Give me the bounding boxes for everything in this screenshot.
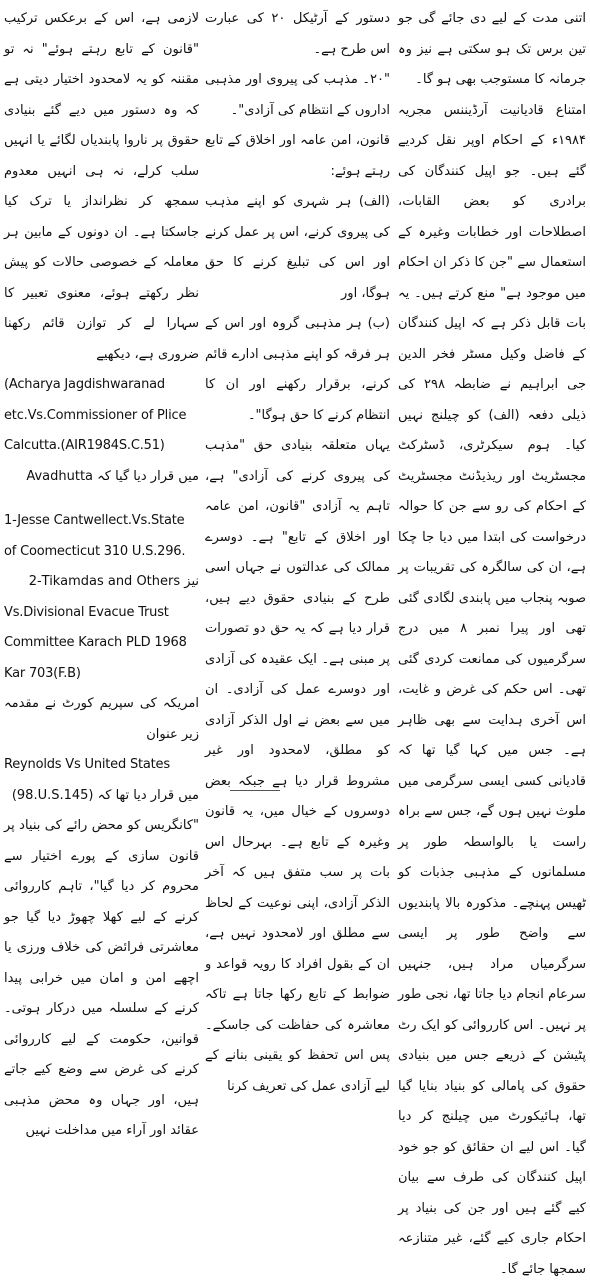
reference-2-nez: نیز: [184, 574, 199, 589]
middle-paragraph-6: یہاں متعلقہ بنیادی حق "مذہب کی پیروی کرنے کی آزادی" ہے، تاہم یہ آزادی "قانون، امن عامہ اور اخلاق کے تابع" ہے۔ دوسرے ممالک کی عدالتوں نے جہاں اسی طرح کے بنیادی حقوق دیے ہیں، قرار دیا ہے کہ یہ حق دو تصورات پر مبنی ہے۔ ایک عقیدہ کی آزادی اور دوسرے عمل کی آزادی۔ ان میں سے بعض نے اول الذکر آزادی کو مطلق، لامحدود اور غیر مشروط قرار دیا ہے جبکہ بعض دوسروں کے خیال میں، یہ قانون وغیرہ کے تابع ہے۔ بہرحال اس بات پر سب متفق ہیں کہ آخر الذکر آزادی، اپنی نوعیت کے لحاظ سے مطلق اور لامحدود نہیں ہے، ان کے بقول افراد کا رویہ قواعد و ضوابط کے تابع رکھا جاتا ہے تاکہ معاشرہ کی حفاظت کی جاسکے۔ پس اس تحفظ کو یقینی بنانے کے لیے آزادی عمل کی تعریف کرنا: [205, 431, 390, 1102]
reference-line-4: Vs.Divisional Evacue Trust: [4, 598, 199, 629]
reference-line-5: Committee Karach PLD 1968: [4, 628, 199, 659]
citation-line-1: (Acharya Jagdishwaranad: [4, 370, 199, 401]
page-footer-rule: [230, 790, 280, 800]
middle-paragraph-4: (الف) ہر شہری کو اپنے مذہب کی پیروی کرنے، اس پر عمل کرنے اور اس کی تبلیغ کرنے کا حق ہوگا، اور: [205, 187, 390, 309]
us-case-cite: (98.U.S.145): [12, 788, 94, 803]
us-case-cite-urdu: میں قرار دیا تھا کہ: [98, 788, 199, 803]
reference-line-6: Kar 703(F.B): [4, 659, 199, 690]
citation-tail-urdu: میں قرار دیا گیا کہ: [97, 469, 199, 484]
citation-line-3: Calcutta.(AIR1984S.C.51): [4, 431, 199, 462]
reference-line-2: of Coomecticut 310 U.S.296.: [4, 537, 199, 568]
middle-paragraph-2: "۲۰۔ مذہب کی پیروی اور مذہبی اداروں کے انتظام کی آزادی"۔: [205, 65, 390, 126]
reference-line-3: [4, 567, 199, 598]
right-column: [398, 4, 586, 799]
left-closing-paragraph: "کانگریس کو محض رائے کی بنیاد پر قانون سازی کے پورے اختیار سے محروم کر دیا گیا"، تاہم کارروائی کرنے کے لیے کھلا چھوڑ دیا گیا جو معاشرتی فرائض کی خلاف ورزی یا اچھے امن و امان میں خرابی پیدا کرنے کے سلسلہ میں درکار ہوتی۔ قوانین، حکومت کے لیے کارروائی کرنے کی غرض سے وضع کیے جاتے ہیں، اور جہاں وہ محض مذہبی عقائد اور آراء میں مداخلت نہیں: [4, 811, 199, 1147]
citation-tail-name: Avadhutta: [26, 469, 93, 484]
left-column: [4, 4, 199, 799]
us-case-cite-line: [4, 781, 199, 812]
right-paragraph-2: امتناع قادیانیت آرڈیننس مجریہ ۱۹۸۴ء کے احکام اوپر نقل کردیے گئے ہیں۔ جو اپیل کنندگان کی برادری کو بعض القابات، اصطلاحات اور خطابات وغیرہ کے استعمال سے "جن کا ذکر ان احکام میں موجود ہے" منع کرتے ہیں۔ یہ بات قابل ذکر ہے کہ اپیل کنندگان کے فاضل وکیل مسٹر فخر الدین جی ابراہیم نے ضابطہ ۲۹۸ کی ذیلی دفعہ (الف) کو چیلنج نہیں کیا۔ ہوم سیکرٹری، ڈسٹرکٹ مجسٹریٹ اور ریذیڈنٹ مجسٹریٹ کے احکام کی رو سے جن کا حوالہ درخواست کی ابتدا میں دیا جا چکا ہے، ان کی سالگرہ کی تقریبات پر صوبہ پنجاب میں پابندی لگادی گئی تھی اور پیرا نمبر ۸ میں درج سرگرمیوں کی ممانعت کردی گئی تھی۔ اس حکم کی غرض و غایت، اس آخری ہدایت سے بھی ظاہر ہے۔ جس میں کہا گیا تھا کہ قادیانی کسی ایسی سرگرمی میں ملوث نہیں ہوں گے، جس سے براہ راست یا بالواسطہ طور پر مسلمانوں کے مذہبی جذبات کو ٹھیس پہنچے۔ مذکورہ بالا پابندیوں سے واضح طور پر ایسی سرگرمیاں مراد ہیں، جنہیں سرعام انجام دیا جاتا تھا، نجی طور پر نہیں۔ اس کارروائی کو ایک رٹ پٹیشن کے ذریعے جس میں بنیادی حقوق کی پامالی کو بنیاد بنایا گیا تھا، ہائیکورٹ میں چیلنج کر دیا گیا۔ اس لیے ان حقائق کو جو خود اپیل کنندگان کی طرف سے بیان کیے گئے ہیں اور جن کی بنیاد پر احکام جاری کیے گئے، غیر متنازعہ سمجھا جائے گا۔: [398, 96, 586, 1285]
middle-paragraph-5: (ب) ہر مذہبی گروہ اور اس کے ہر فرقہ کو اپنے مذہبی ادارے قائم کرنے، برقرار رکھنے اور ان کا انتظام کرنے کا حق ہوگا"۔: [205, 309, 390, 431]
right-paragraph-1: اتنی مدت کے لیے دی جائے گی جو تین برس تک ہو سکتی ہے نیز وہ جرمانہ کا مستوجب بھی ہو گا۔: [398, 4, 586, 96]
reference-line-1: 1-Jesse Cantwellect.Vs.State: [4, 506, 199, 537]
us-case-intro: امریکہ کی سپریم کورٹ نے مقدمہ زیر عنوان: [4, 689, 199, 750]
reference-2-head: 2-Tikamdas and Others: [29, 574, 180, 589]
middle-column: [205, 4, 390, 799]
us-case-name: Reynolds Vs United States: [4, 750, 199, 781]
middle-paragraph-1: دستور کے آرٹیکل ۲۰ کی عبارت اس طرح ہے۔: [205, 4, 390, 65]
middle-paragraph-3: قانون، امن عامہ اور اخلاق کے تابع رہتے ہوئے:: [205, 126, 390, 187]
left-paragraph-1: لازمی ہے، اس کے برعکس ترکیب "قانون کے تابع رہتے ہوئے" نہ تو مقننہ کو یہ لامحدود اختیار دیتی ہے کہ وہ دستور میں دیے گئے بنیادی حقوق پر ناروا پابندیاں لگائے یا انہیں سلب کرلے، نہ ہی انہیں معدوم سمجھ کر نظرانداز یا ترک کیا جاسکتا ہے۔ ان دونوں کے مابین ہر معاملہ کے خصوصی حالات کو پیش نظر رکھتے ہوئے، معنوی تعبیر کا سہارا لے کر توازن قائم رکھنا ضروری ہے، دیکھیے: [4, 4, 199, 370]
citation-line-2: etc.Vs.Commissioner of Plice: [4, 401, 199, 432]
citation-line-4: [4, 462, 199, 493]
